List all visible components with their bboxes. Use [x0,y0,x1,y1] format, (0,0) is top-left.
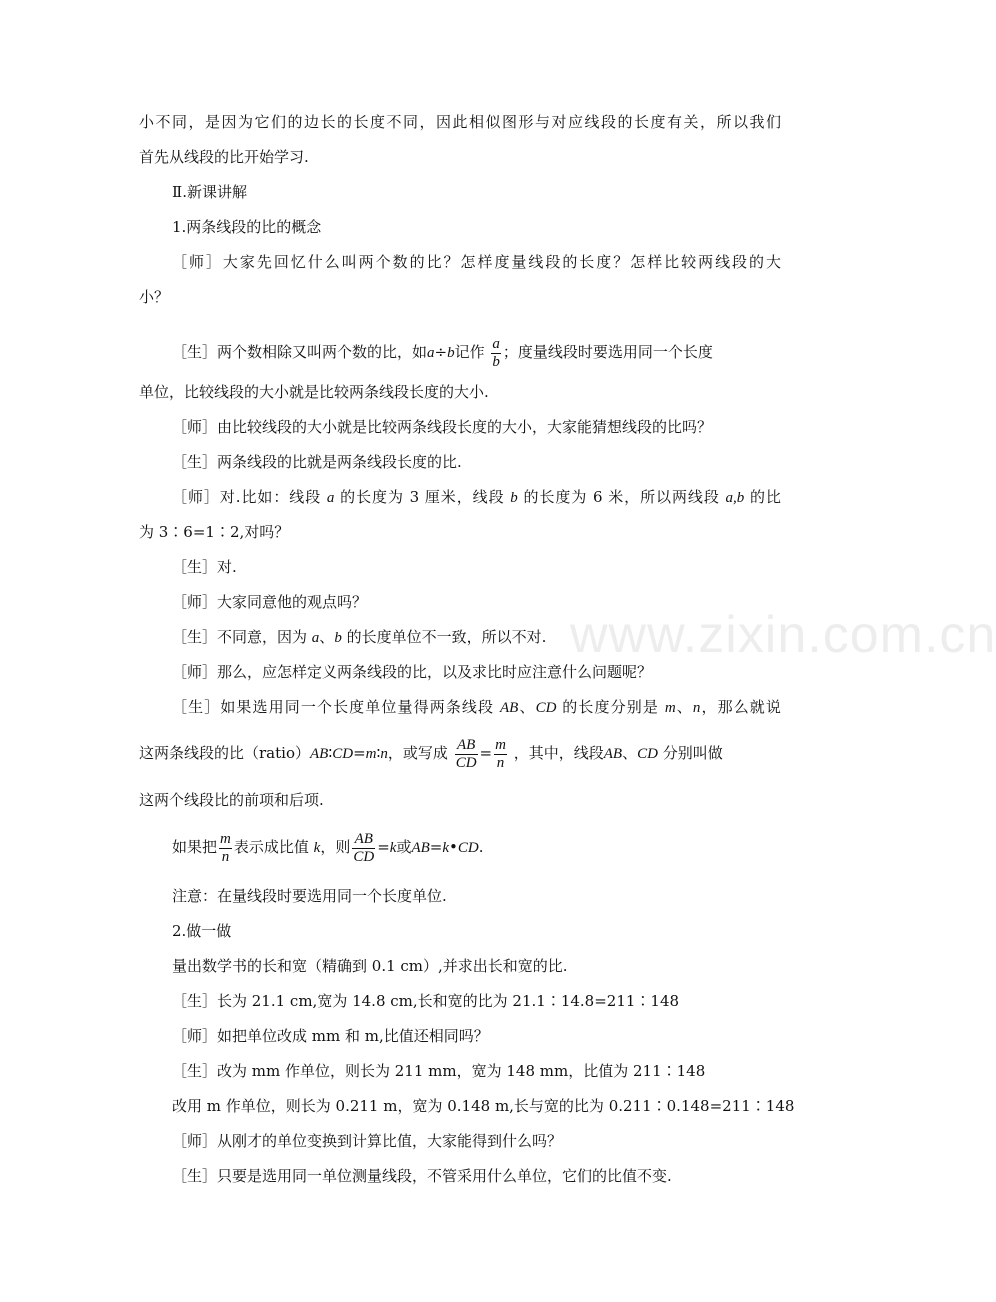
dialogue-line: ［生］对. [172,558,237,576]
paragraph-line: 量出数学书的长和宽（精确到 0.1 cm）,并求出长和宽的比. [172,957,568,975]
dialogue-line: ［生］改为 mm 作单位，则长为 211 mm，宽为 148 mm，比值为 211∶148 [172,1062,706,1080]
fraction-ab-over-cd: $\frac{AB}{CD}$ [353,830,375,865]
dialogue-line: ［生］两条线段的比就是两条线段长度的比. [172,453,462,471]
paragraph-line: 为 3∶6=1∶2,对吗？ [139,523,290,541]
dialogue-line: ［师］由比较线段的大小就是比较两条线段长度的大小，大家能猜想线段的比吗？ [172,418,713,436]
dialogue-line: 小？ [139,288,170,306]
dialogue-line: ［生］两个数相除又叫两个数的比，如a÷b记作 $\frac{a}{b}$ ；度量线段时要选用同一个长度 [172,335,713,370]
paragraph-line: 单位，比较线段的大小就是比较两条线段长度的大小. [139,383,489,401]
fraction-a-over-b: $\frac{a}{b}$ [492,335,500,370]
fraction-ab-over-cd: $\frac{AB}{CD}$ [455,736,477,771]
paragraph-line: 改用 m 作单位，则长为 0.211 m，宽为 0.148 m,长与宽的比为 0.211∶0.148=211∶148 [172,1097,795,1115]
definition-line: 这两条线段的比（ratio）AB∶CD=m∶n，或写成 $\frac{AB}{CD}$ = $\frac{m}{n}$ ，其中，线段AB、CD 分别叫做 [139,736,723,771]
dialogue-line: ［生］只要是选用同一单位测量线段，不管采用什么单位，它们的比值不变. [172,1167,672,1185]
paragraph-line: 首先从线段的比开始学习. [139,148,309,166]
dialogue-line: ［师］从刚才的单位变换到计算比值，大家能得到什么吗？ [172,1132,563,1150]
paragraph-line: 这两个线段比的前项和后项. [139,791,324,809]
fraction-m-over-n: $\frac{m}{n}$ [220,830,231,865]
dialogue-line: ［生］不同意，因为 a、b 的长度单位不一致，所以不对. [172,628,547,646]
subsection-heading: 2.做一做 [172,922,232,940]
formula-line: 如果把 $\frac{m}{n}$ 表示成比值 k，则 $\frac{AB}{CD}$ =k或AB=k•CD. [172,830,484,865]
dialogue-line: ［生］长为 21.1 cm,宽为 14.8 cm,长和宽的比为 21.1∶14.8=211∶148 [172,992,680,1010]
dialogue-line: ［师］那么，应怎样定义两条线段的比，以及求比时应注意什么问题呢？ [172,663,653,681]
dialogue-line: ［师］大家先回忆什么叫两个数的比？怎样度量线段的长度？怎样比较两线段的大 [172,253,781,271]
subsection-heading: 1.两条线段的比的概念 [172,218,322,236]
watermark: www.zixin.com.cn [570,606,996,664]
dialogue-line: ［生］如果选用同一个长度单位量得两条线段 AB、CD 的长度分别是 m、n，那么就说 [172,698,781,716]
note-line: 注意：在量线段时要选用同一个长度单位. [172,887,447,905]
dialogue-line: ［师］如把单位改成 mm 和 m,比值还相同吗？ [172,1027,489,1045]
paragraph-line: 小不同，是因为它们的边长的长度不同，因此相似图形与对应线段的长度有关，所以我们 [139,113,781,131]
dialogue-line: ［师］对.比如：线段 a 的长度为 3 厘米，线段 b 的长度为 6 米，所以两线段 a,b 的比 [172,488,781,506]
section-heading: Ⅱ.新课讲解 [172,183,247,201]
dialogue-line: ［师］大家同意他的观点吗？ [172,593,368,611]
fraction-m-over-n: $\frac{m}{n}$ [495,736,506,771]
